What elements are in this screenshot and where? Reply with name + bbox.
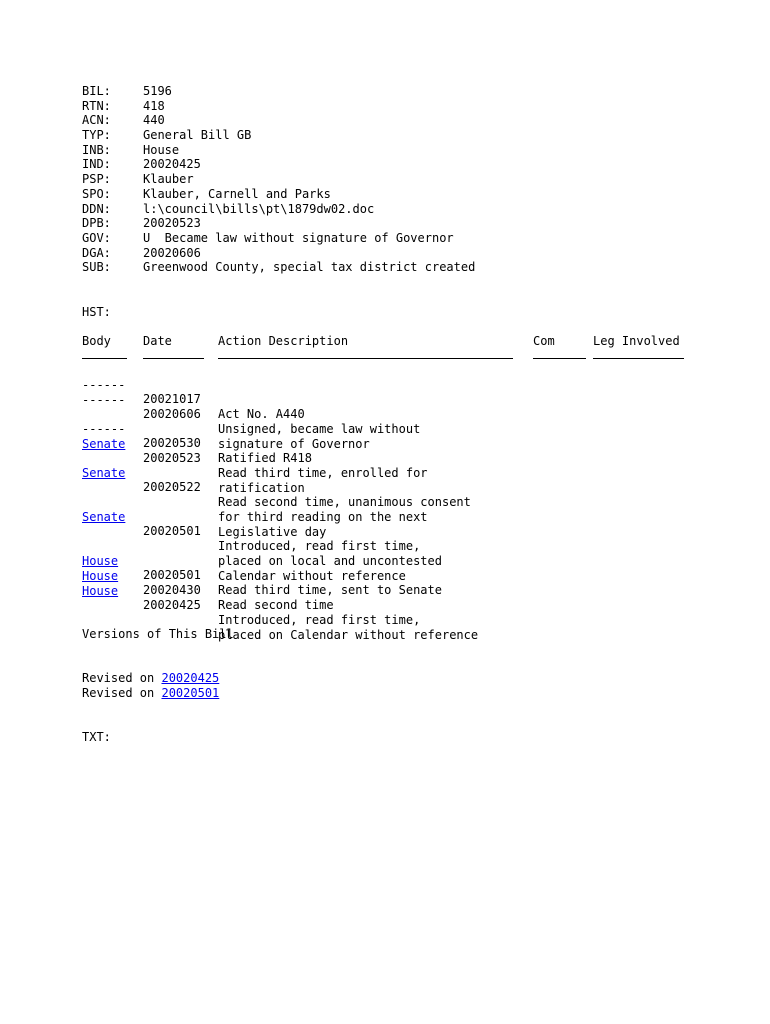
info-row — [82, 113, 475, 128]
action-line: signature of Governor — [218, 436, 370, 451]
action-line: placed on Calendar without reference — [218, 627, 479, 642]
info-key: ACN: — [82, 113, 111, 128]
action-line: Calendar without reference — [218, 568, 406, 583]
action-line: for third reading on the next — [218, 509, 428, 524]
header-underline — [82, 358, 127, 359]
header-leg-involved: Leg Involved — [593, 334, 680, 348]
info-key: SUB: — [82, 260, 111, 275]
row-date: 20020501 — [143, 568, 201, 583]
info-key: GOV: — [82, 230, 111, 245]
row-date: 20021017 — [143, 392, 201, 407]
action-line: Introduced, read first time, — [218, 539, 421, 554]
info-value: l:\council\bills\pt\1879dw02.doc — [143, 201, 375, 216]
info-value: 20020425 — [143, 157, 201, 172]
action-line: placed on local and uncontested — [218, 553, 442, 568]
info-key: DDN: — [82, 201, 111, 216]
body-link-house[interactable]: House — [82, 583, 119, 598]
info-row — [82, 143, 475, 158]
history-label: HST: — [82, 305, 111, 319]
info-value: Greenwood County, special tax district created — [143, 260, 476, 275]
info-value: Klauber, Carnell and Parks — [143, 186, 331, 201]
txt-label: TXT: — [82, 730, 111, 744]
action-line: Read second time, unanimous consent — [218, 495, 471, 510]
header-underline — [143, 358, 204, 359]
version-line — [82, 686, 219, 701]
row-date: 20020501 — [143, 524, 201, 539]
info-value: 418 — [143, 98, 165, 113]
info-value: Klauber — [143, 172, 194, 187]
info-row — [82, 187, 475, 202]
header-body: Body — [82, 334, 111, 348]
row-action — [218, 422, 420, 451]
action-line: Ratified R418 — [218, 451, 312, 466]
info-value: 20020523 — [143, 216, 201, 231]
version-link[interactable]: 20020501 — [161, 686, 220, 700]
action-line: Introduced, read first time, — [218, 613, 421, 628]
header-underline — [218, 358, 513, 359]
row-action — [218, 495, 471, 539]
info-key: INB: — [82, 142, 111, 157]
body-link-senate[interactable]: Senate — [82, 436, 126, 451]
action-line: Read second time — [218, 598, 334, 613]
info-key: SPO: — [82, 186, 111, 201]
info-key: RTN: — [82, 98, 111, 113]
body-link-house[interactable]: House — [82, 553, 119, 568]
row-action — [218, 407, 305, 422]
body-link-house[interactable]: House — [82, 568, 119, 583]
body-link-senate[interactable]: Senate — [82, 465, 126, 480]
row-action — [218, 466, 428, 495]
header-underline — [593, 358, 684, 359]
row-date: 20020606 — [143, 407, 201, 422]
info-value: 20020606 — [143, 245, 201, 260]
action-line: Act No. A440 — [218, 407, 305, 422]
action-line: Legislative day — [218, 524, 327, 539]
header-com: Com — [533, 334, 555, 348]
info-value: General Bill GB — [143, 128, 252, 143]
row-action — [218, 613, 478, 642]
info-value: 5196 — [143, 84, 172, 98]
info-key: PSP: — [82, 172, 111, 187]
row-date: 20020430 — [143, 583, 201, 598]
row-action — [218, 598, 334, 613]
info-key: DPB: — [82, 216, 111, 231]
header-underline — [533, 358, 586, 359]
row-date: 20020522 — [143, 480, 201, 495]
row-date: 20020530 — [143, 436, 201, 451]
bill-info — [82, 84, 475, 275]
row-body: ------ — [82, 421, 126, 436]
info-row — [82, 84, 475, 99]
version-prefix: Revised on — [82, 686, 162, 700]
action-line: Unsigned, became law without — [218, 422, 421, 437]
info-row — [82, 202, 475, 217]
version-link[interactable]: 20020425 — [161, 671, 220, 685]
info-row — [82, 216, 475, 231]
row-body: ------ — [82, 377, 126, 392]
row-date: 20020523 — [143, 451, 201, 466]
info-value: U Became law without signature of Governor — [143, 230, 454, 245]
info-key: IND: — [82, 157, 111, 172]
info-row — [82, 157, 475, 172]
versions-title: Versions of This Bill — [82, 627, 234, 641]
row-date: 20020425 — [143, 598, 201, 613]
info-key: BIL: — [82, 84, 111, 98]
row-action — [218, 539, 442, 583]
version-prefix: Revised on — [82, 671, 162, 685]
version-line — [82, 671, 219, 686]
info-row — [82, 260, 475, 275]
info-row — [82, 246, 475, 261]
row-action — [218, 583, 442, 598]
action-line: Read third time, enrolled for — [218, 466, 428, 481]
info-key: DGA: — [82, 245, 111, 260]
row-body: ------ — [82, 392, 126, 407]
body-link-senate[interactable]: Senate — [82, 509, 126, 524]
action-line: ratification — [218, 480, 305, 495]
row-action — [218, 451, 312, 466]
info-value: 440 — [143, 113, 165, 128]
info-row — [82, 128, 475, 143]
info-row — [82, 172, 475, 187]
info-row — [82, 231, 475, 246]
action-line: Read third time, sent to Senate — [218, 583, 442, 598]
header-action: Action Description — [218, 334, 349, 348]
info-row — [82, 99, 475, 114]
info-value: House — [143, 142, 180, 157]
info-key: TYP: — [82, 128, 111, 143]
header-date: Date — [143, 334, 172, 348]
